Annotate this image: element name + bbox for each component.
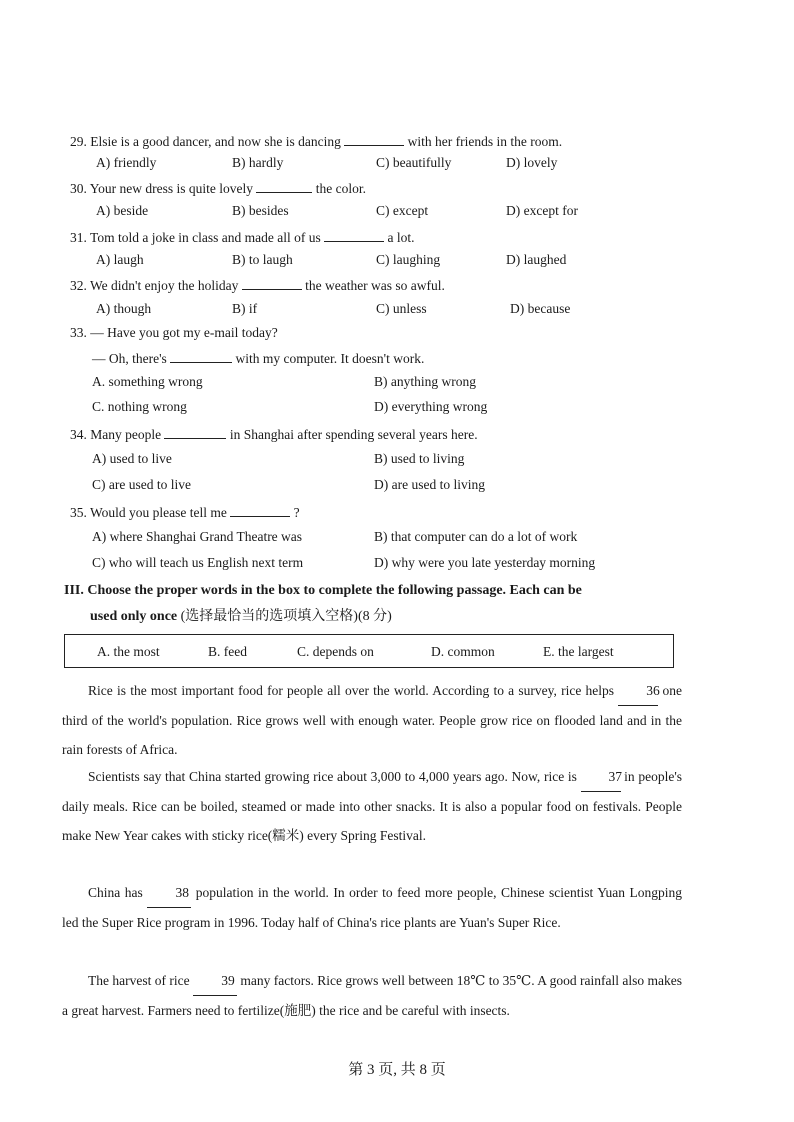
blank-39: 39 bbox=[193, 966, 237, 996]
question-number: 32. bbox=[70, 278, 87, 293]
question-text-end: ? bbox=[293, 505, 300, 520]
section-instruction-bold: used only once bbox=[90, 609, 178, 624]
passage-paragraph-3 bbox=[62, 878, 682, 937]
question-text-end: with her friends in the room. bbox=[407, 134, 563, 149]
passage-text: The harvest of rice bbox=[88, 973, 190, 988]
passage-text: in people's daily meals. Rice can be boiled, steamed or made into other snacks. It is also a popular food on festivals. People make New Year cakes with sticky rice(糯米) every Spring Festival. bbox=[62, 769, 682, 843]
passage-text: Rice is the most important food for people all over the world. According to a survey, rice helps bbox=[88, 683, 615, 698]
option-c: C) beautifully bbox=[376, 155, 452, 170]
question-32 bbox=[70, 275, 445, 295]
blank-37: 37 bbox=[581, 762, 621, 792]
option-a: A) friendly bbox=[96, 155, 157, 170]
question-text-end: a lot. bbox=[387, 230, 415, 245]
section-instruction: Choose the proper words in the box to complete the following passage. Each can be bbox=[87, 583, 582, 598]
question-text: Would you please tell me bbox=[90, 505, 227, 520]
option-d: D) laughed bbox=[506, 252, 567, 267]
option-c: C) except bbox=[376, 203, 429, 218]
box-option-c: C. depends on bbox=[297, 644, 374, 659]
section-heading bbox=[64, 582, 582, 600]
section-number: III. bbox=[64, 583, 84, 598]
blank-38: 38 bbox=[147, 878, 191, 908]
passage-text: one third of the world's population. Rice grows well with enough water. People grow rice on flooded land and in the rain forests of Africa. bbox=[62, 683, 683, 757]
passage-paragraph-1 bbox=[62, 676, 682, 764]
question-text: Many people bbox=[90, 427, 162, 442]
box-option-e: E. the largest bbox=[543, 644, 614, 659]
question-33-line2 bbox=[92, 348, 424, 368]
option-d: D) why were you late yesterday morning bbox=[374, 555, 596, 570]
passage-text: many factors. Rice grows well between 18℃ to 35℃. A good rainfall also makes a great harvest. Farmers need to fertilize(施肥) the rice and be careful with insects. bbox=[62, 973, 683, 1018]
option-d: D) except for bbox=[506, 203, 578, 218]
option-b: B) besides bbox=[232, 203, 289, 218]
answer-blank bbox=[256, 178, 312, 193]
passage-paragraph-2 bbox=[62, 762, 682, 850]
option-c: C) laughing bbox=[376, 252, 441, 267]
question-number: 29. bbox=[70, 134, 87, 149]
section-heading-line2 bbox=[90, 608, 392, 626]
option-b: B) if bbox=[232, 301, 258, 316]
option-a: A) though bbox=[96, 301, 152, 316]
answer-blank bbox=[164, 424, 226, 439]
option-d: D) are used to living bbox=[374, 477, 485, 492]
question-text-end: the weather was so awful. bbox=[305, 278, 445, 293]
question-text: Your new dress is quite lovely bbox=[89, 181, 253, 196]
option-c: C) who will teach us English next term bbox=[92, 555, 304, 570]
answer-blank bbox=[230, 502, 290, 517]
answer-blank bbox=[344, 131, 404, 146]
section-instruction-cn: (选择最恰当的选项填入空格)(8 分) bbox=[180, 609, 392, 624]
option-c: C. nothing wrong bbox=[92, 399, 187, 414]
option-b: B) used to living bbox=[374, 451, 465, 466]
passage-text: China has bbox=[88, 885, 143, 900]
word-box bbox=[64, 634, 674, 668]
option-a: A. something wrong bbox=[92, 374, 203, 389]
option-b: B) anything wrong bbox=[374, 374, 476, 389]
box-option-b: B. feed bbox=[208, 644, 247, 659]
passage-paragraph-4 bbox=[62, 966, 682, 1025]
option-d: D) lovely bbox=[506, 155, 558, 170]
question-31 bbox=[70, 227, 415, 247]
question-34 bbox=[70, 424, 478, 444]
question-text: We didn't enjoy the holiday bbox=[90, 278, 239, 293]
option-b: B) hardly bbox=[232, 155, 284, 170]
answer-blank bbox=[242, 275, 302, 290]
page-footer: 第 3 页, 共 8 页 bbox=[348, 1062, 446, 1078]
blank-36: 36 bbox=[618, 676, 658, 706]
option-a: A) used to live bbox=[92, 451, 172, 466]
question-text: — Have you got my e-mail today? bbox=[90, 325, 278, 340]
passage-text: population in the world. In order to feed more people, Chinese scientist Yuan Longping led the Super Rice program in 1996. Today half of China's rice plants are Yuan's Super Rice. bbox=[62, 885, 683, 930]
option-a: A) where Shanghai Grand Theatre was bbox=[92, 529, 303, 544]
question-number: 35. bbox=[70, 505, 87, 520]
option-a: A) laugh bbox=[96, 252, 144, 267]
question-text-end: the color. bbox=[315, 181, 366, 196]
question-30 bbox=[70, 178, 366, 198]
option-c: C) unless bbox=[376, 301, 427, 316]
option-a: A) beside bbox=[96, 203, 149, 218]
question-text-end: in Shanghai after spending several years here. bbox=[229, 427, 478, 442]
question-35 bbox=[70, 502, 300, 522]
question-text-end: with my computer. It doesn't work. bbox=[235, 351, 425, 366]
option-b: B) that computer can do a lot of work bbox=[374, 529, 578, 544]
option-b: B) to laugh bbox=[232, 252, 293, 267]
question-text: Elsie is a good dancer, and now she is dancing bbox=[90, 134, 341, 149]
question-number: 33. bbox=[70, 325, 87, 340]
option-d: D) because bbox=[510, 301, 571, 316]
passage-text: Scientists say that China started growing rice about 3,000 to 4,000 years ago. Now, rice is bbox=[88, 769, 577, 784]
question-33 bbox=[70, 324, 278, 342]
box-option-d: D. common bbox=[431, 644, 495, 659]
box-option-a: A. the most bbox=[97, 644, 160, 659]
answer-blank bbox=[170, 348, 232, 363]
answer-blank bbox=[324, 227, 384, 242]
question-29 bbox=[70, 131, 562, 151]
question-number: 34. bbox=[70, 427, 87, 442]
question-text: Tom told a joke in class and made all of us bbox=[90, 230, 321, 245]
question-number: 31. bbox=[70, 230, 87, 245]
option-d: D) everything wrong bbox=[374, 399, 488, 414]
option-c: C) are used to live bbox=[92, 477, 191, 492]
question-text: — Oh, there's bbox=[92, 351, 167, 366]
question-number: 30. bbox=[70, 181, 87, 196]
